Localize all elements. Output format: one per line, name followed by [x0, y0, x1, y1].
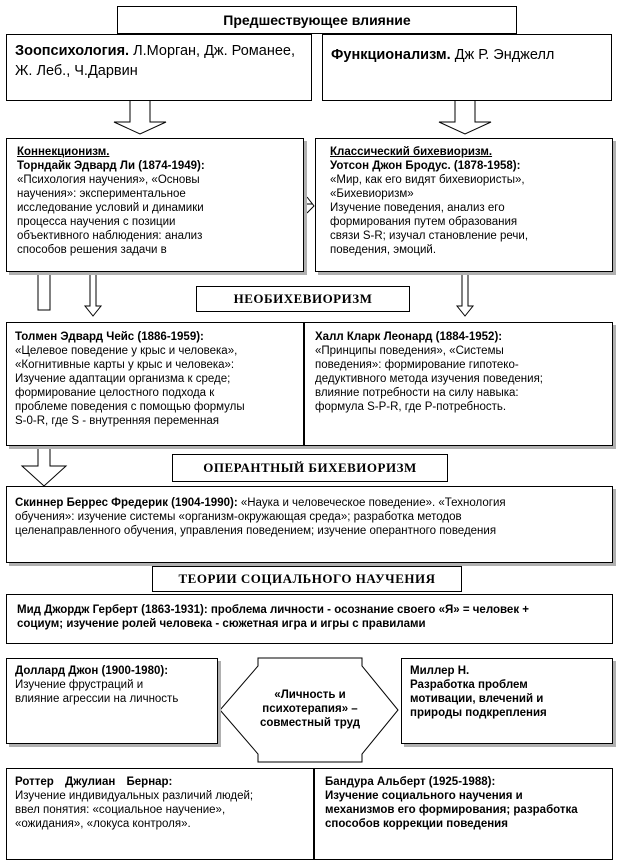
joint-work-text — [258, 688, 362, 730]
connectionism-box — [6, 138, 304, 272]
rotter-person: Роттер Джулиан Бернар: — [15, 776, 173, 788]
joint-line: «Личность и — [274, 689, 346, 701]
dollard-box — [6, 658, 218, 744]
operant-label — [172, 454, 448, 482]
dollard-line: Изучение фрустраций и — [15, 679, 144, 691]
arrow-classical-to-hull — [457, 272, 473, 316]
social-learning-label — [152, 566, 462, 592]
neobehaviorism-text: НЕОБИХЕВИОРИЗМ — [233, 291, 373, 306]
skinner-person: Скиннер Беррес Фредерик (1904-1990): — [15, 497, 238, 509]
neobehaviorism-label — [196, 286, 410, 312]
hull-line: дедуктивного метода изучения поведения; — [315, 373, 544, 385]
tolman-line: S-0-R, где S - внутренняя переменная — [15, 415, 219, 427]
mead-box — [6, 594, 613, 644]
miller-line: природы подкрепления — [410, 707, 547, 719]
social-learning-text: ТЕОРИИ СОЦИАЛЬНОГО НАУЧЕНИЯ — [178, 571, 436, 586]
miller-line: мотивации, влечений и — [410, 693, 544, 705]
classical-line: «Мир, как его видят бихевиористы», — [330, 174, 525, 186]
rotter-line: «ожидания», «локуса контроля». — [15, 818, 191, 830]
rotter-box — [6, 768, 314, 860]
tolman-line: проблеме поведения с помощью формулы — [15, 401, 245, 413]
arrow-connectionism-to-classical — [303, 197, 314, 213]
arrow-zoo-to-connectionism — [114, 100, 166, 134]
classical-title: Классический бихевиоризм. — [330, 146, 493, 158]
zoopsychology-authors: Л.Морган, Дж. Романее, Ж. Леб., Ч.Дарвин — [15, 43, 295, 79]
joint-line: психотерапия» – — [262, 703, 358, 715]
operant-text: ОПЕРАНТНЫЙ БИХЕВИОРИЗМ — [203, 460, 417, 475]
classical-line: «Бихевиоризм» — [330, 188, 414, 200]
classical-line: формирования путем образования — [330, 216, 518, 228]
miller-line: Разработка проблем — [410, 679, 528, 691]
connectionism-line: «Психология научения», «Основы — [17, 174, 200, 186]
zoopsychology-name: Зоопсихология. — [15, 43, 130, 59]
skinner-line: «Наука и человеческое поведение». «Технология — [237, 497, 506, 509]
connectionism-line: исследование условий и динамики — [17, 202, 204, 214]
hull-line: поведения»: формирование гипотеко- — [315, 359, 519, 371]
hull-line: влияние потребности на силу навыка: — [315, 387, 519, 399]
connectionism-line: способов решения задачи в — [17, 244, 167, 256]
bandura-person: Бандура Альберт (1925-1988): — [325, 776, 496, 788]
connectionism-line: научения»: экспериментальное — [17, 188, 186, 200]
tolman-line: Изучение адаптации организма к среде; — [15, 373, 231, 385]
header-box — [117, 6, 517, 34]
connectionism-person: Торндайк Эдвард Ли (1874-1949): — [17, 160, 205, 172]
bandura-line: способов коррекции поведения — [325, 818, 508, 830]
classical-box — [315, 138, 613, 272]
skinner-line: обучения»: изучение системы «организм-окружающая среда»; разработка методов — [15, 511, 462, 523]
tolman-line: «Целевое поведение у крыс и человека», — [15, 345, 238, 357]
rotter-line: ввел понятия: «социальное научение», — [15, 804, 226, 816]
arrow-connectionism-to-tolman — [85, 272, 101, 316]
zoopsychology-box — [6, 34, 312, 101]
connectionism-line: объективного наблюдения: анализ — [17, 230, 203, 242]
bandura-line: механизмов его формирования; разработка — [325, 804, 578, 816]
arrow-tolman-to-skinner — [22, 446, 66, 486]
functionalism-box — [322, 34, 612, 101]
tolman-person: Толмен Эдвард Чейс (1886-1959): — [15, 331, 204, 343]
hull-line: формула S-P-R, где Р-потребность. — [315, 401, 507, 413]
classical-line: связи S-R; изучал становление речи, — [330, 230, 529, 242]
tolman-line: «Когнитивные карты у крыс и человека»: — [15, 359, 235, 371]
header-title: Предшествующее влияние — [223, 12, 411, 28]
functionalism-authors: Дж Р. Энджелл — [450, 47, 555, 63]
miller-box — [401, 658, 613, 744]
hull-box — [304, 322, 613, 446]
hull-line: «Принципы поведения», «Системы — [315, 345, 504, 357]
classical-line: Изучение поведения, анализ его — [330, 202, 505, 214]
tolman-line: формирование целостного подхода к — [15, 387, 215, 399]
joint-line: совместный труд — [259, 717, 361, 729]
arrow-connectionism-stem — [38, 272, 50, 310]
dollard-line: влияние агрессии на личность — [15, 693, 179, 705]
classical-line: поведения, эмоций. — [330, 244, 437, 256]
mead-line: Мид Джордж Герберт (1863-1931): проблема личности - осознание своего «Я» = человек + — [17, 604, 529, 616]
skinner-box — [6, 486, 613, 563]
hull-person: Халл Кларк Леонард (1884-1952): — [315, 331, 503, 343]
mead-line: социум; изучение ролей человека - сюжетная игра и игры с правилами — [17, 618, 426, 630]
arrow-func-to-classical — [439, 100, 491, 134]
bandura-box — [314, 768, 613, 860]
connectionism-line: процесса научения с позиции — [17, 216, 176, 228]
miller-person: Миллер Н. — [410, 665, 470, 677]
functionalism-name: Функционализм. — [331, 47, 451, 63]
bandura-line: Изучение социального научения и — [325, 790, 523, 802]
rotter-line: Изучение индивидуальных различий людей; — [15, 790, 254, 802]
classical-person: Уотсон Джон Бродус. (1878-1958): — [330, 160, 521, 172]
connectionism-title: Коннекционизм. — [17, 146, 110, 158]
dollard-person: Доллард Джон (1900-1980): — [15, 665, 169, 677]
skinner-line: целенаправленного обучения, управления поведением; изучение оперантного поведения — [15, 525, 497, 537]
tolman-box — [6, 322, 304, 446]
